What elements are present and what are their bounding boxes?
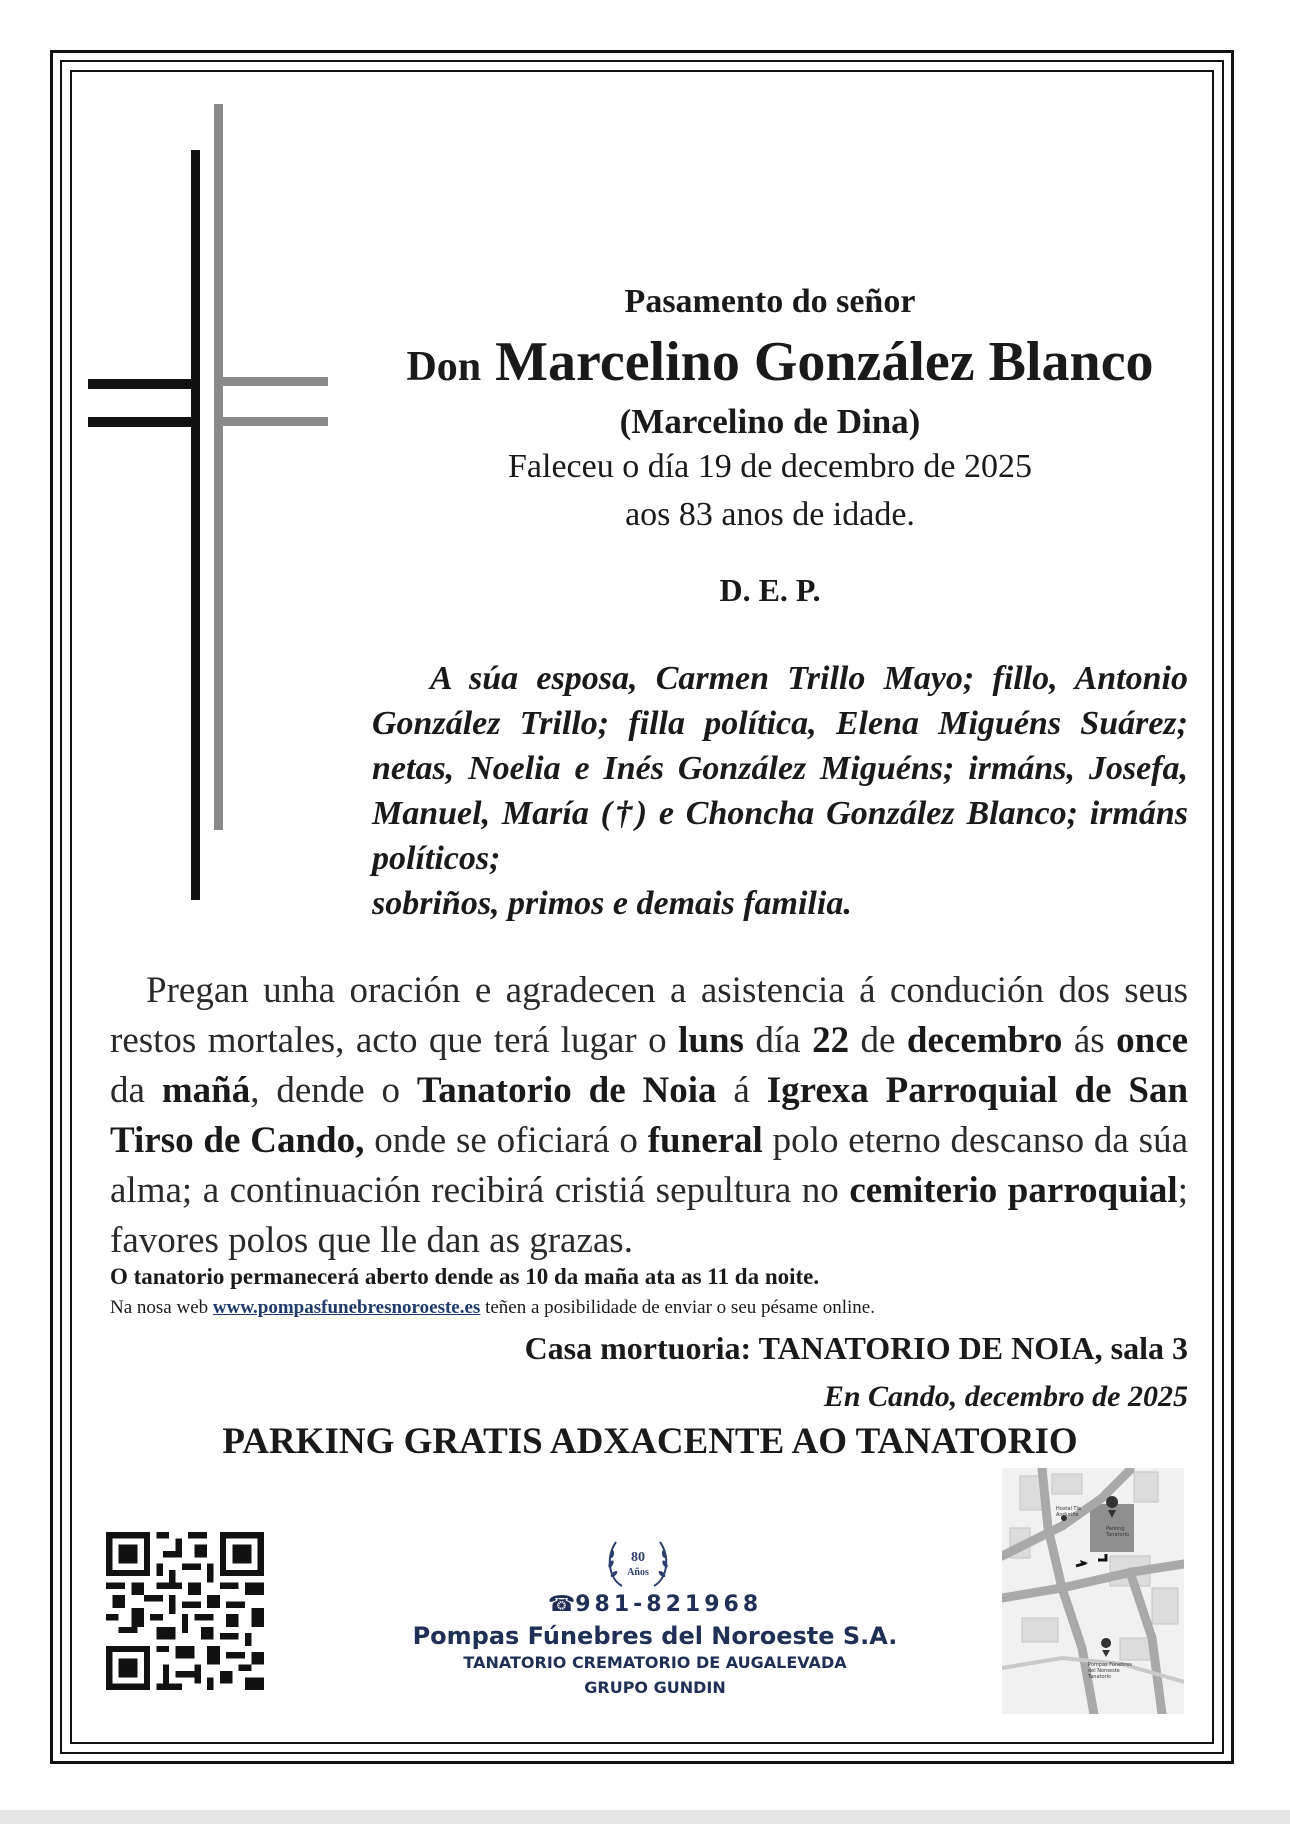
service-paragraph [110, 966, 1188, 1266]
web-pre: Na nosa web [110, 1297, 209, 1318]
company-name: Pompas Fúnebres del Noroeste S.A. [412, 1622, 898, 1650]
service-text: onde se oficiará o [374, 1120, 638, 1161]
crematorio-name: TANATORIO CREMATORIO DE AUGALEVADA [463, 1653, 847, 1672]
notice-intro: Pasamento do señor [624, 283, 916, 320]
map-label-parking-2: Tanatorio [1106, 1532, 1130, 1538]
service-hour: once [1116, 1020, 1189, 1061]
service-text: ás [1073, 1020, 1105, 1061]
map-label-company: Pompas Fúnebres [1088, 1662, 1133, 1668]
logo-word: Años [627, 1567, 649, 1578]
service-text: polo eterno descanso da súa alma; a continuación recibirá cristiá sepultura no [110, 1120, 1188, 1211]
location-map[interactable] [1002, 1468, 1184, 1714]
service-funeral: funeral [647, 1120, 763, 1161]
cross-dark-vertical [191, 150, 200, 900]
phone-number: 981-821968 [575, 1592, 763, 1617]
logo-number: 80 [631, 1550, 645, 1565]
map-label-parking: Parking [1106, 1526, 1125, 1532]
cross-icon [88, 104, 328, 904]
anniversary-logo [600, 1528, 676, 1596]
service-day: luns [678, 1020, 744, 1061]
service-text: , dende o [250, 1070, 401, 1111]
service-origin: Tanatorio de Noia [416, 1070, 717, 1111]
service-month: decembro [906, 1020, 1063, 1061]
website-link[interactable]: www.pompasfunebresnoroeste.es [212, 1297, 481, 1318]
phone-line[interactable] [405, 1592, 905, 1617]
service-text: Pregan unha oración e agradecen a asistencia á condución dos seus restos mortales, acto que terá lugar o [110, 970, 1188, 1061]
service-date-number: 22 [812, 1020, 850, 1061]
service-cemetery: cemiterio parroquial [849, 1170, 1178, 1211]
deceased-name: Marcelino González Blanco [495, 331, 1154, 393]
cross-light-vertical [214, 104, 223, 830]
service-church: Igrexa Parroquial de San Tirso de Cando, [110, 1070, 1189, 1161]
service-text: de [860, 1020, 896, 1061]
death-date-line: Faleceu o día 19 de decembro de 2025 [508, 448, 1032, 485]
service-text: día [755, 1020, 801, 1061]
page-bottom-strip [0, 1810, 1290, 1824]
web-post: teñen a posibilidade de enviar o seu pésame online. [485, 1297, 875, 1318]
map-label-company-2: del Noroeste [1088, 1668, 1120, 1674]
cross-light-arm-lower [214, 417, 328, 426]
place-and-date: En Cando, decembro de 2025 [823, 1380, 1188, 1413]
service-daypart: mañá [161, 1070, 251, 1111]
opening-hours: O tanatorio permanecerá aberto dende as 10 da maña ata as 11 da noite. [110, 1264, 820, 1289]
cross-dark-arm-lower [88, 417, 200, 427]
title-prefix: Don [406, 344, 482, 390]
funeral-home-location: Casa mortuoria: TANATORIO DE NOIA, sala 3 [524, 1330, 1188, 1366]
web-line [110, 1297, 875, 1319]
family-list: A súa esposa, Carmen Trillo Mayo; fillo, Antonio González Trillo; filla política, Elena Miguéns Suárez; netas, Noelia e Inés González Miguéns; irmáns, Josefa, Manuel, María (†) e Choncha González Blanco; irmáns políticos; [372, 660, 1188, 877]
group-name: GRUPO GUNDIN [584, 1678, 726, 1697]
family-list-last-line: sobriños, primos e demais familia. [372, 885, 852, 922]
deceased-name-line [350, 330, 1210, 394]
qr-code[interactable] [106, 1532, 264, 1690]
cross-dark-arm-upper [88, 379, 200, 389]
service-text: da [110, 1070, 145, 1111]
service-text: á [733, 1070, 750, 1111]
map-label-hotel: Hostal Tía [1056, 1506, 1081, 1512]
age-line: aos 83 anos de idade. [625, 496, 915, 533]
map-label-company-3: Tanatorio [1088, 1674, 1112, 1680]
deceased-nickname: (Marcelino de Dina) [619, 402, 921, 441]
service-text: ; favores polos que lle dan as grazas. [110, 1170, 1188, 1261]
map-label-hotel-2: Anduriña [1056, 1512, 1079, 1518]
parking-notice: PARKING GRATIS ADXACENTE AO TANATORIO [222, 1421, 1078, 1462]
telephone-icon: ☎ [547, 1592, 576, 1617]
rest-in-peace: D. E. P. [719, 572, 821, 608]
cross-light-arm-upper [214, 377, 328, 386]
